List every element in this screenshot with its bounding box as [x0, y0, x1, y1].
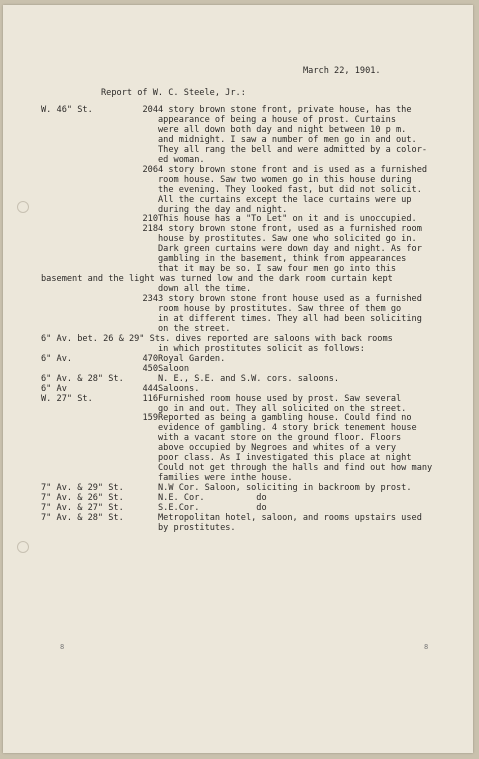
entry-address: 6" Av: [41, 383, 67, 394]
entry-text-line: Could not get through the halls and find out how many: [158, 463, 433, 474]
entry-text-line: in at different times. They all had been soliciting: [158, 313, 422, 324]
entry-text-line: room house by prostitutes. Saw three of them go: [158, 304, 402, 314]
entry-address: 7" Av. & 27" St.: [41, 503, 124, 513]
binder-hole: [17, 541, 29, 553]
report-heading: Report of W. C. Steele, Jr.:: [101, 88, 246, 98]
entry-text-line: Reported as being a gambling house. Could find no: [158, 413, 412, 424]
entry-text-line: 4 story brown stone front and is used as a furnished: [158, 164, 428, 175]
entry-text-line: and midnight. I saw a number of men go in and out.: [158, 134, 417, 145]
entry-text-line: Saloon: [158, 363, 190, 374]
entry-text-line: room house. Saw two women go in this house during: [158, 174, 412, 185]
entry-text-line: house by prostitutes. Saw one who solicited go in.: [158, 234, 417, 245]
entry-text-line: above occupied by Negroes and whites of a very: [158, 443, 396, 454]
entry-text-line: All the curtains except the lace curtains were up: [158, 194, 412, 205]
entry-address: 7" Av. & 29" St.: [41, 483, 124, 494]
entry-text-line: on the street.: [158, 323, 231, 334]
entry-text-line: during the day and night.: [158, 204, 288, 215]
entry-number: 444: [142, 383, 158, 394]
entry-text-line: were all down both day and night between 10 p m.: [158, 124, 407, 135]
entry-text-line: Dark green curtains were down day and night. As for: [158, 244, 422, 255]
entry-text-line: N.W Cor. Saloon, soliciting in backroom by prost.: [158, 483, 412, 494]
entry-text-line: Royal Garden.: [158, 353, 226, 364]
entry-text-line: that it may be so. I saw four men go into this: [158, 264, 396, 275]
continuation-line: down all the time.: [158, 284, 252, 295]
entry-number: 210: [142, 214, 158, 225]
entry-address: W. 27" St.: [41, 393, 93, 404]
section-line: 6" Av. bet. 26 & 29" Sts. dives reported are saloons with back rooms: [41, 333, 393, 344]
entry-text-line: 4 story brown stone front, used as a furnished room: [158, 224, 422, 235]
entry-text-line: poor class. As I investigated this place at night: [158, 453, 412, 464]
entry-number: 116: [142, 393, 158, 404]
entry-number: 470: [142, 353, 158, 364]
document-page: [3, 5, 473, 753]
entry-text-line: ed woman.: [158, 154, 205, 165]
footer-mark-left: 8: [60, 643, 65, 651]
entry-text-line: N. E., S.E. and S.W. cors. saloons.: [158, 373, 340, 384]
entry-address: 6" Av. & 28" St.: [41, 373, 124, 384]
entry-address: 7" Av. & 28" St.: [41, 512, 124, 523]
entry-text-line: They all rang the bell and were admitted by a color-: [158, 144, 428, 155]
entry-number: 206: [142, 164, 158, 175]
entry-text-line: gambling in the basement, think from appearances: [158, 254, 407, 265]
entry-address: 7" Av. & 26" St.: [41, 493, 124, 504]
entry-text-line: This house has a "To Let" on it and is unoccupied.: [158, 214, 417, 225]
entry-text-line: Furnished room house used by prost. Saw several: [158, 393, 402, 404]
entry-text-line: the evening. They looked fast, but did not solicit.: [158, 184, 422, 195]
entry-number: 450: [142, 363, 158, 374]
binder-hole: [17, 201, 29, 213]
entry-number: 159: [142, 413, 158, 424]
entry-text-line: Saloons.: [158, 383, 200, 394]
entry-number: 234: [142, 294, 158, 305]
entry-address: 6" Av.: [41, 353, 73, 364]
entry-address: W. 46" St.: [41, 105, 93, 115]
document-date: March 22, 1901.: [303, 66, 381, 76]
entry-text-line: 4 story brown stone front, private house, has the: [158, 105, 412, 115]
entry-text-line: families were inthe house.: [158, 473, 293, 484]
entry-number: 204: [142, 105, 158, 115]
entry-text-line: with a vacant store on the ground floor. Floors: [158, 433, 402, 444]
entry-text-line: go in and out. They all solicited on the street.: [158, 403, 407, 414]
entry-text-line: appearance of being a house of prost. Curtains: [158, 114, 396, 125]
entry-text-line: 3 story brown stone front house used as a furnished: [158, 294, 422, 305]
entry-text-line: N.E. Cor. do: [158, 493, 267, 504]
entry-text-line: by prostitutes.: [158, 522, 236, 533]
section-line: in which prostitutes solicit as follows:: [158, 343, 365, 354]
entry-text-line: S.E.Cor. do: [158, 503, 267, 513]
footer-mark-right: 8: [424, 643, 429, 651]
entry-number: 218: [142, 224, 158, 235]
continuation-line: basement and the light was turned low and the dark room curtain kept: [41, 274, 393, 285]
entry-text-line: evidence of gambling. 4 story brick tenement house: [158, 423, 417, 434]
entry-text-line: Metropolitan hotel, saloon, and rooms upstairs used: [158, 512, 422, 523]
